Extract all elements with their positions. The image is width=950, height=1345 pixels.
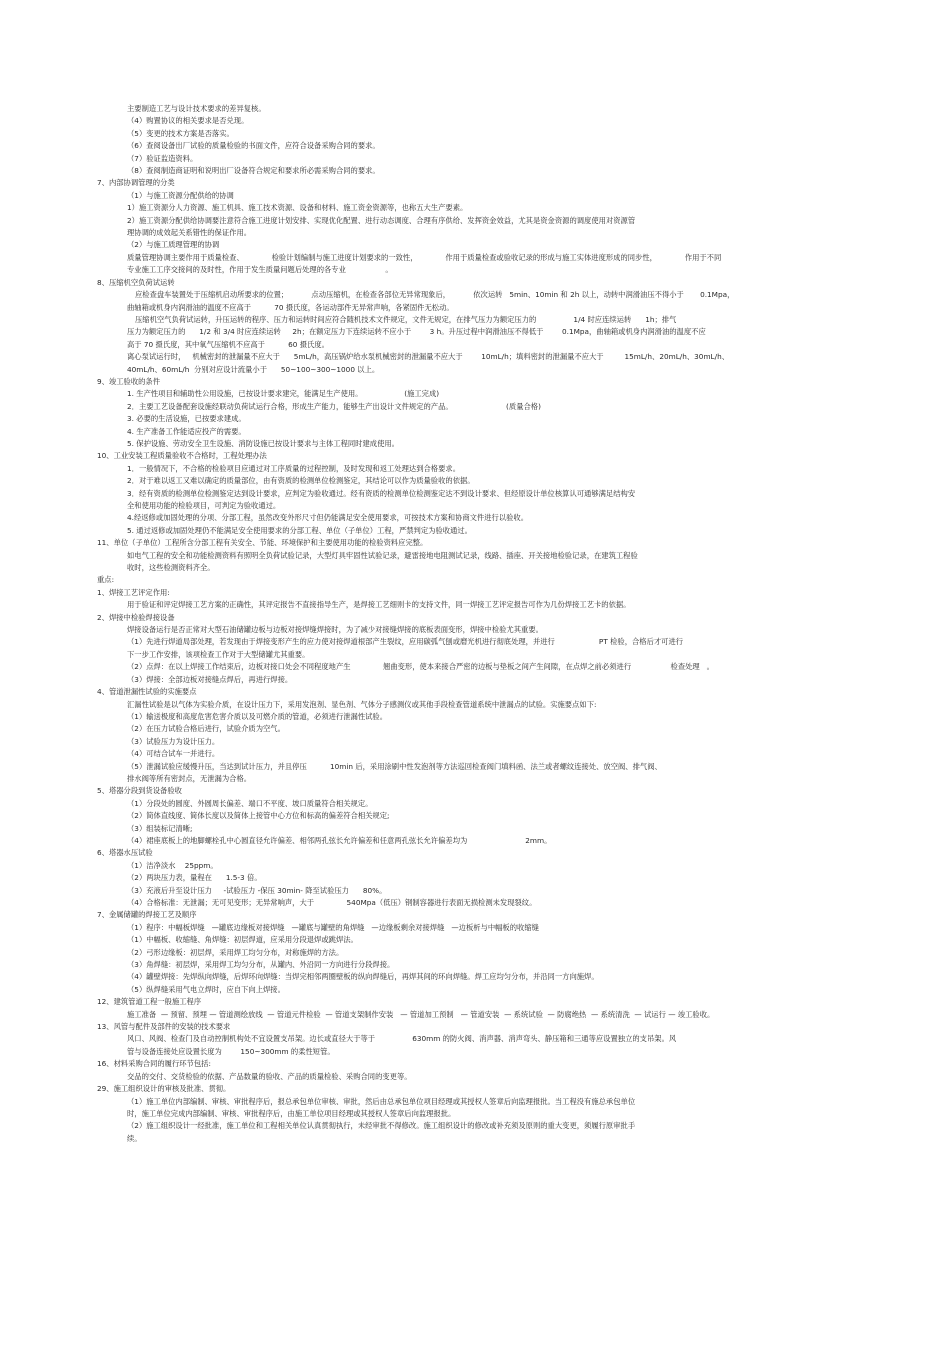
text-line: （1）中幅板、收缩缝、角焊缝：初层焊道，应采用分段退焊或跳焊法。 xyxy=(127,935,358,945)
text-line: 交品的交付、交货检验的依据、产品数量的验收、产品的质量检验、采购合同的变更等。 xyxy=(127,1071,412,1081)
section-heading: 6、塔器水压试验 xyxy=(97,848,153,858)
section-heading: 8、压缩机空负荷试运转 xyxy=(97,277,175,287)
text-line: （1）分段处的圆度、外圆周长偏差、端口不平度、坡口质量符合相关规定。 xyxy=(127,798,373,808)
text-line: （2）与施工质理管理的协调 xyxy=(127,240,220,250)
text-line: （2）两块压力表，量程在 1.5-3 倍。 xyxy=(127,873,262,883)
section-heading: 11、单位（子单位）工程所含分部工程有关安全、节能、环境保护和主要使用功能的检验资料应完整。 xyxy=(97,538,428,548)
text-line: （5）变更的技术方案是否落实。 xyxy=(127,128,234,138)
section-heading: 重点: xyxy=(97,575,115,585)
section-heading: 2、焊接中检验焊接设备 xyxy=(97,612,175,622)
text-line: 离心泵试运行时， 机械密封的泄漏量不应大于 5mL/h，高压锅炉给水泵机械密封的泄漏量不应大于 10mL/h；填料密封的泄漏量不应大于 15mL/h、20mL/h、30mL/h、 xyxy=(127,352,729,362)
text-line: （1）先进行焊道局部处理，若发现由于焊接变形产生的应力使对接焊道根部产生裂纹，应用碳弧气刨或磨光机进行彻底处理，并进行 PT 检验，合格后才可进行 xyxy=(127,637,684,647)
text-line: 应检查盘车装置处于压缩机启动所要求的位置； 点动压缩机，在检查各部位无异常现象后， 依次运转 5min、10min 和 2h 以上，动转中润滑油压不得小于 0.1Mpa， xyxy=(135,290,735,300)
text-line: （3）角焊缝：初层焊，采用焊工均匀分布，从罐内、外沿同一方向进行分段焊接。 xyxy=(127,960,395,970)
section-heading: 12、建筑管道工程一般施工程序 xyxy=(97,997,202,1007)
text-line: （5）纵焊缝采用气电立焊时，应自下向上焊接。 xyxy=(127,984,285,994)
section-heading: 29、施工组织设计的审核及批准、贯彻。 xyxy=(97,1084,231,1094)
text-line: 曲轴箱或机身内润滑油的温度不应高于 70 摄氏度，各运动部件无异常声响，各紧固件无松动。 xyxy=(127,302,454,312)
section-heading: 5、塔器分段到货设备验收 xyxy=(97,786,182,796)
section-heading: 10、工业安装工程质量验收不合格时，工程处理办法 xyxy=(97,451,267,461)
text-line: 管与设备连接处应设置长度为 150~300mm 的柔性短管。 xyxy=(127,1046,335,1056)
text-line: 4. 生产准备工作能适应投产的需要。 xyxy=(127,426,246,436)
text-line: 压力为额定压力的 1/2 和 3/4 时应连续运转 2h；在额定压力下连续运转不应小于 3 h。升压过程中润滑油压不得低于 0.1Mpa，曲轴箱或机身内润滑油的温度不应 xyxy=(127,327,706,337)
text-line: （5）泄漏试验应缓慢升压，当达到试计压力，并且停压 10min 后，采用涂刷中性发泡剂等方法巡回检查阀门填料函、法兰或者螺纹连接处、放空阀、排气阀、 xyxy=(127,761,662,771)
text-line: 压缩机空气负荷试运转，升压运转的程序、压力和运转时间应符合随机技术文件规定，文件无规定，在排气压力为额定压力的 1/4 时应连续运转 1h；排气 xyxy=(135,314,677,324)
section-heading: 9、竣工验收的条件 xyxy=(97,376,161,386)
text-line: （6）查阅设备出厂试验的质量检验的书面文件，应符合设备采购合同的要求。 xyxy=(127,141,380,151)
text-line: 2．对于难以返工又难以确定的质量部位，由有资质的检测单位检测鉴定，其结论可以作为质量验收的依据。 xyxy=(127,476,475,486)
text-line: 1．一般情况下，不合格的检验项目应通过对工序质量的过程控制，及时发现和返工处理达到合格要求。 xyxy=(127,463,460,473)
text-line: （4）裙座底板上的地脚螺栓孔中心圆直径允许偏差、相邻两孔弦长允许偏差和任意两孔弦长允许偏差均为 2mm。 xyxy=(127,835,552,845)
section-heading: 7、内部协调管理的分类 xyxy=(97,178,175,188)
text-line: 用于验证和评定焊接工艺方案的正确性，其评定报告不直接指导生产，是焊接工艺细则卡的支持文件，同一焊接工艺评定报告可作为几份焊接工艺卡的依据。 xyxy=(127,600,631,610)
text-line: 收时，这些检测资料齐全。 xyxy=(127,563,215,573)
section-heading: 4、管道泄漏性试验的实施要点 xyxy=(97,687,197,697)
text-line: （3）试验压力为设计压力。 xyxy=(127,736,220,746)
section-heading: 13、风管与配件及部件的安装的技术要求 xyxy=(97,1022,231,1032)
text-line: （1）施工单位内部编制、审核、审批程序后，报总承包单位审核、审批，然后由总承包单位项目经理或其授权人签章后向监理报批。当工程没有施总承包单位 xyxy=(127,1096,636,1106)
text-line: 全和使用功能的检验项目，可判定为验收通过。 xyxy=(127,501,281,510)
text-line: 1. 生产性项目和辅助性公用设施，已按设计要求建完，能满足生产使用。 (施工完成) xyxy=(127,389,440,399)
text-line: （2）弓形边缘板：初层焊，采用焊工均匀分布，对称施焊的方法。 xyxy=(127,947,344,957)
text-line: （3）组装标记清晰; xyxy=(127,823,193,833)
text-line: 高于 70 摄氏度，其中氧气压缩机不应高于 60 摄氏度。 xyxy=(127,339,329,349)
text-line: 风口、风阀、检查门及自动控制机构处不宜设置支吊架。边长或直径大于等于 630mm 的防火阀、消声器、消声弯头、静压箱和三通等应设置独立的支吊架。风 xyxy=(127,1034,677,1044)
document-body xyxy=(0,103,950,1145)
text-line: 5. 通过返修或加固处理仍不能满足安全使用要求的分部工程、单位（子单位）工程，严禁判定为验收通过。 xyxy=(127,525,472,535)
text-line: 2．主要工艺设备配套设施经联动负荷试运行合格，形成生产能力，能够生产出设计文件规定的产品。 (质量合格) xyxy=(127,401,541,411)
text-line: （3）充液后升至设计压力 -试验压力 -保压 30min- 降至试验压力 80%。 xyxy=(127,885,387,895)
text-line: 汇漏性试验是以气体为实验介质，在设计压力下，采用发泡剂、显色剂、气体分子感测仪或其他手段检查管道系统中泄漏点的试验。实施要点如下: xyxy=(127,699,597,709)
section-heading: 1、焊接工艺评定作用: xyxy=(97,587,170,597)
text-line: （3）焊接：全部边板对接缝点焊后，再进行焊接。 xyxy=(127,674,293,684)
text-line: （1）程序：中幅板焊缝 —罐底边缘板对接焊缝 —罐底与罐壁的角焊缝 —边缘板剩余对接焊缝 —边板析与中幅板的收缩缝 xyxy=(127,922,539,932)
text-line: （2）简体直线度、简体长度以及简体上接管中心方位和标高的偏差符合相关规定; xyxy=(127,811,390,821)
text-line: 40mL/h、60mL/h 分别对应设计流量小于 50~100~300~1000 以上。 xyxy=(127,364,380,374)
text-line: （1）洁净淡水 25ppm。 xyxy=(127,860,218,870)
text-line: 下一步工作安排，该项检查工作对于大型储罐尤其重要。 xyxy=(127,649,310,659)
text-line: （4）购置协议的相关要求是否兑现。 xyxy=(127,116,249,126)
text-line: （2）施工组织设计一经批准，施工单位和工程相关单位认真贯彻执行，未经审批不得修改。施工组织设计的修改或补充须及原则的重大变更，须履行原审批手 xyxy=(127,1121,636,1131)
text-line: （2）在压力试验合格后进行，试验介质为空气。 xyxy=(127,724,285,734)
text-line: （8）查阅制造商证明和说明出厂设备符合规定和要求所必需采购合同的要求。 xyxy=(127,166,380,176)
text-line: 3．经有资质的检测单位检测鉴定达到设计要求，应判定为验收通过。经有资质的检测单位检测鉴定达不到设计要求、但经原设计单位核算认可通够满足结构安 xyxy=(127,488,636,498)
text-line: （4）罐壁焊接：先焊纵向焊缝，后焊环向焊缝：当焊完相邻两圈壁板的纵向焊缝后，再焊其间的环向焊缝。焊工应均匀分布，并沿同一方向施焊。 xyxy=(127,972,599,982)
text-line: （1）输送极度和高度危害危害介质以及可燃介质的管道，必须进行泄漏性试验。 xyxy=(127,711,388,721)
text-line: 续。 xyxy=(127,1133,142,1143)
text-line: 理协调的成效起关系错性的保证作用。 xyxy=(127,228,252,238)
text-line: 排水阀等所有密封点，无泄漏为合格。 xyxy=(127,773,252,783)
text-line: （1）与施工资源分配供给的协调 xyxy=(127,190,234,200)
text-line: （4）合格标准：无泄漏；无可见变形；无异常响声，大于 540Mpa（低压）钢制容器进行表面无损检测未发现裂纹。 xyxy=(127,898,537,907)
section-heading: 16、材料采购合同的履行环节包括: xyxy=(97,1059,211,1069)
text-line: 主要制造工艺与设计技术要求的差异复核。 xyxy=(127,104,266,113)
section-heading: 7、金属储罐的焊接工艺及顺序 xyxy=(97,910,197,920)
text-line: （7）验证监造资料。 xyxy=(127,153,198,163)
text-line: （4）可结合试车一并进行。 xyxy=(127,749,220,759)
text-line: 如电气工程的安全和功能检测资料有照明全负荷试验记录，大型灯具牢固性试验记录，避雷接地电阻测试记录，线路、插座、开关接地检验记录，在建筑工程验 xyxy=(127,550,638,560)
text-line: 4.经返修或加固处理的分项、分部工程，虽然改变外形尺寸但仍能满足安全使用要求，可按技术方案和协商文件进行以验收。 xyxy=(127,513,528,523)
text-line: 施工准备 — 预留、预埋 — 管道测绘放线 — 管道元件检验 — 管道支架制作安装 — 管道加工预制 — 管道安装 — 系统试验 — 防腐绝热 — 系统清洗 — 试运行 — 竣工验收。 xyxy=(127,1009,715,1019)
text-line: 时，施工单位完成内部编制、审核、审批程序后，由施工单位项目经理或其授权人签章后向监理报批。 xyxy=(127,1108,456,1118)
text-line: 3. 必要的生活设施，已按要求建成。 xyxy=(127,414,246,424)
text-line: 专业施工工序交接间的及时性，作用于发生质量问题后处理的各专业 。 xyxy=(127,265,393,275)
text-line: 焊接设备运行是否正常对大型石油储罐边板与边板对接焊缝焊接时，为了减少对接缝焊接的底板表面变形，焊接中检验尤其重要。 xyxy=(127,625,543,635)
text-line: 1）施工资源分人力资源、施工机具、施工技术资源、设备和材料、施工资金资源等，也称五大生产要素。 xyxy=(127,203,468,213)
text-line: 质量管理协调主要作用于质量检查、 检验计划编制与施工进度计划要求的一致性， 作用于质量检查或验收记录的形成与施工实体进度形成的同步性， 作用于不同 xyxy=(127,252,722,262)
text-line: 5. 保护设施、劳动安全卫生设施、消防设施已按设计要求与主体工程同时建成使用。 xyxy=(127,438,399,448)
text-line: 2）施工资源分配供给协调要注意符合施工进度计划安排、实现优化配置、进行动态调度、合理有序供给、发挥资金效益，尤其是资金资源的调度使用对资源管 xyxy=(127,215,636,225)
text-line: （2）点焊：在以上焊接工作结束后，边板对接口处会不同程度地产生 翘曲变形，使本来接合严密的边板与垫板之间产生间隙，在点焊之前必须进行 检查处理 。 xyxy=(127,662,714,672)
